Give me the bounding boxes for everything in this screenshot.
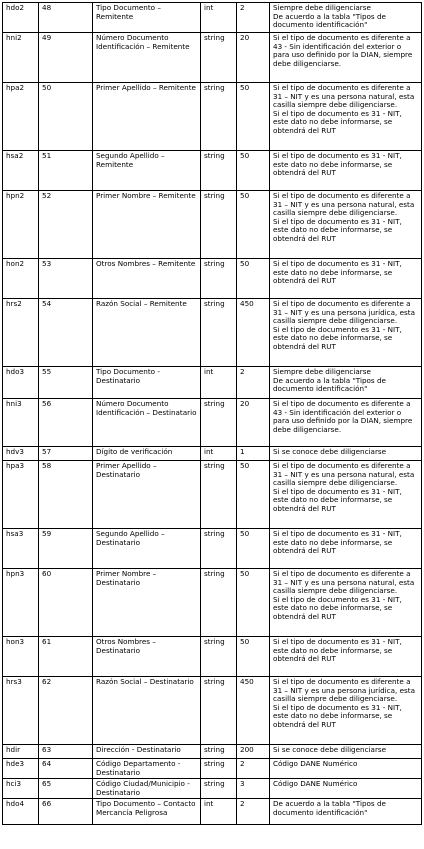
field-code-cell: hci3 bbox=[3, 779, 39, 799]
field-number-cell: 59 bbox=[39, 529, 93, 569]
field-code-cell: hpn3 bbox=[3, 569, 39, 637]
table-row bbox=[3, 745, 422, 759]
field-description-cell: Si el tipo de documento es 31 - NIT, este dato no debe informarse, se obtendrá del RUT bbox=[270, 259, 422, 299]
field-type-cell: string bbox=[201, 745, 237, 759]
field-number-cell: 52 bbox=[39, 191, 93, 259]
field-number-cell: 63 bbox=[39, 745, 93, 759]
field-number-cell: 56 bbox=[39, 399, 93, 447]
field-length-cell: 3 bbox=[237, 779, 270, 799]
field-length-cell: 50 bbox=[237, 259, 270, 299]
field-number-cell: 65 bbox=[39, 779, 93, 799]
field-length-cell: 50 bbox=[237, 529, 270, 569]
field-type-cell: string bbox=[201, 779, 237, 799]
table-row bbox=[3, 399, 422, 447]
field-length-cell: 50 bbox=[237, 461, 270, 529]
table-row bbox=[3, 677, 422, 745]
field-type-cell: int bbox=[201, 3, 237, 33]
field-type-cell: int bbox=[201, 799, 237, 825]
field-name-cell: Código Departamento - Destinatario bbox=[93, 759, 201, 779]
field-description-cell: Si el tipo de documento es 31 - NIT, este dato no debe informarse, se obtendrá del RUT bbox=[270, 637, 422, 677]
field-description-cell: Si el tipo de documento es diferente a 43 - Sin identificación del exterior o para uso definido por la DIAN, siempre debe diligenciarse. bbox=[270, 399, 422, 447]
field-code-cell: hrs3 bbox=[3, 677, 39, 745]
field-name-cell: Número Documento Identificación – Destinatario bbox=[93, 399, 201, 447]
field-number-cell: 62 bbox=[39, 677, 93, 745]
field-type-cell: string bbox=[201, 399, 237, 447]
field-name-cell: Primer Apellido – Remitente bbox=[93, 83, 201, 151]
field-length-cell: 20 bbox=[237, 33, 270, 83]
field-code-cell: hsa3 bbox=[3, 529, 39, 569]
field-description-cell: Código DANE Numérico bbox=[270, 759, 422, 779]
field-name-cell: Tipo Documento – Remitente bbox=[93, 3, 201, 33]
field-type-cell: int bbox=[201, 367, 237, 399]
field-number-cell: 49 bbox=[39, 33, 93, 83]
field-code-cell: hdir bbox=[3, 745, 39, 759]
field-type-cell: string bbox=[201, 759, 237, 779]
field-name-cell: Razón Social – Destinatario bbox=[93, 677, 201, 745]
field-length-cell: 2 bbox=[237, 3, 270, 33]
field-length-cell: 450 bbox=[237, 677, 270, 745]
field-number-cell: 53 bbox=[39, 259, 93, 299]
field-description-cell: Siempre debe diligenciarse De acuerdo a la tabla "Tipos de documento identificación" bbox=[270, 3, 422, 33]
field-code-cell: hpa2 bbox=[3, 83, 39, 151]
field-description-cell: Si el tipo de documento es 31 - NIT, este dato no debe informarse, se obtendrá del RUT bbox=[270, 529, 422, 569]
field-name-cell: Primer Nombre – Remitente bbox=[93, 191, 201, 259]
field-code-cell: hon2 bbox=[3, 259, 39, 299]
field-code-cell: hdo3 bbox=[3, 367, 39, 399]
table-row bbox=[3, 569, 422, 637]
field-length-cell: 1 bbox=[237, 447, 270, 461]
field-description-cell: Si se conoce debe diligenciarse bbox=[270, 447, 422, 461]
field-number-cell: 55 bbox=[39, 367, 93, 399]
table-row bbox=[3, 299, 422, 367]
table-row bbox=[3, 259, 422, 299]
field-name-cell: Número Documento Identificación – Remitente bbox=[93, 33, 201, 83]
field-length-cell: 2 bbox=[237, 367, 270, 399]
field-length-cell: 200 bbox=[237, 745, 270, 759]
field-name-cell: Otros Nombres – Remitente bbox=[93, 259, 201, 299]
field-type-cell: string bbox=[201, 529, 237, 569]
field-code-cell: hdo4 bbox=[3, 799, 39, 825]
field-number-cell: 58 bbox=[39, 461, 93, 529]
field-type-cell: string bbox=[201, 33, 237, 83]
field-type-cell: string bbox=[201, 191, 237, 259]
field-name-cell: Segundo Apellido – Remitente bbox=[93, 151, 201, 191]
field-code-cell: hrs2 bbox=[3, 299, 39, 367]
field-length-cell: 50 bbox=[237, 637, 270, 677]
field-length-cell: 50 bbox=[237, 151, 270, 191]
field-number-cell: 54 bbox=[39, 299, 93, 367]
field-code-cell: hdv3 bbox=[3, 447, 39, 461]
field-code-cell: hde3 bbox=[3, 759, 39, 779]
field-number-cell: 60 bbox=[39, 569, 93, 637]
field-spec-table bbox=[2, 2, 422, 825]
field-type-cell: string bbox=[201, 677, 237, 745]
field-type-cell: string bbox=[201, 461, 237, 529]
field-type-cell: string bbox=[201, 569, 237, 637]
field-number-cell: 51 bbox=[39, 151, 93, 191]
field-number-cell: 61 bbox=[39, 637, 93, 677]
field-description-cell: De acuerdo a la tabla "Tipos de documento identificación" bbox=[270, 799, 422, 825]
field-type-cell: string bbox=[201, 637, 237, 677]
field-name-cell: Tipo Documento - Destinatario bbox=[93, 367, 201, 399]
table-row bbox=[3, 759, 422, 779]
field-name-cell: Otros Nombres – Destinatario bbox=[93, 637, 201, 677]
field-description-cell: Si el tipo de documento es diferente a 31 – NIT y es una persona jurídica, esta casilla siempre debe diligenciarse. Si el tipo de documento es 31 - NIT, este dato no debe informarse, se obtendrá del RUT bbox=[270, 677, 422, 745]
field-description-cell: Si se conoce debe diligenciarse bbox=[270, 745, 422, 759]
field-name-cell: Primer Apellido – Destinatario bbox=[93, 461, 201, 529]
field-description-cell: Si el tipo de documento es diferente a 31 – NIT y es una persona natural, esta casilla siempre debe diligenciarse. Si el tipo de documento es 31 - NIT, este dato no debe informarse, se obtendrá del RUT bbox=[270, 83, 422, 151]
field-description-cell: Si el tipo de documento es diferente a 43 - Sin identificación del exterior o para uso definido por la DIAN, siempre debe diligenciarse. bbox=[270, 33, 422, 83]
field-number-cell: 64 bbox=[39, 759, 93, 779]
field-length-cell: 50 bbox=[237, 569, 270, 637]
table-row bbox=[3, 529, 422, 569]
field-name-cell: Código Ciudad/Municipio - Destinatario bbox=[93, 779, 201, 799]
field-name-cell: Dirección - Destinatario bbox=[93, 745, 201, 759]
table-row bbox=[3, 3, 422, 33]
field-length-cell: 20 bbox=[237, 399, 270, 447]
field-name-cell: Segundo Apellido – Destinatario bbox=[93, 529, 201, 569]
table-row bbox=[3, 33, 422, 83]
table-row bbox=[3, 367, 422, 399]
field-description-cell: Si el tipo de documento es diferente a 31 – NIT y es una persona jurídica, esta casilla siempre debe diligenciarse. Si el tipo de documento es 31 - NIT, este dato no debe informarse, se obtendrá del RUT bbox=[270, 299, 422, 367]
field-code-cell: hpn2 bbox=[3, 191, 39, 259]
field-name-cell: Primer Nombre – Destinatario bbox=[93, 569, 201, 637]
field-code-cell: hni3 bbox=[3, 399, 39, 447]
table-row bbox=[3, 83, 422, 151]
field-description-cell: Si el tipo de documento es diferente a 31 – NIT y es una persona natural, esta casilla siempre debe diligenciarse. Si el tipo de documento es 31 - NIT, este dato no debe informarse, se obtendrá del RUT bbox=[270, 461, 422, 529]
field-code-cell: hni2 bbox=[3, 33, 39, 83]
field-description-cell: Si el tipo de documento es diferente a 31 – NIT y es una persona natural, esta casilla siempre debe diligenciarse. Si el tipo de documento es 31 - NIT, este dato no debe informarse, se obtendrá del RUT bbox=[270, 569, 422, 637]
field-type-cell: string bbox=[201, 299, 237, 367]
field-name-cell: Tipo Documento – Contacto Mercancía Peligrosa bbox=[93, 799, 201, 825]
field-length-cell: 450 bbox=[237, 299, 270, 367]
field-type-cell: int bbox=[201, 447, 237, 461]
field-code-cell: hdo2 bbox=[3, 3, 39, 33]
field-length-cell: 2 bbox=[237, 799, 270, 825]
field-name-cell: Razón Social – Remitente bbox=[93, 299, 201, 367]
field-code-cell: hon3 bbox=[3, 637, 39, 677]
field-description-cell: Si el tipo de documento es 31 - NIT, este dato no debe informarse, se obtendrá del RUT bbox=[270, 151, 422, 191]
field-length-cell: 50 bbox=[237, 83, 270, 151]
table-row bbox=[3, 151, 422, 191]
field-type-cell: string bbox=[201, 83, 237, 151]
field-number-cell: 66 bbox=[39, 799, 93, 825]
field-description-cell: Siempre debe diligenciarse De acuerdo a la tabla "Tipos de documento identificación" bbox=[270, 367, 422, 399]
table-row bbox=[3, 779, 422, 799]
field-description-cell: Si el tipo de documento es diferente a 31 – NIT y es una persona natural, esta casilla siempre debe diligenciarse. Si el tipo de documento es 31 - NIT, este dato no debe informarse, se obtendrá del RUT bbox=[270, 191, 422, 259]
field-code-cell: hsa2 bbox=[3, 151, 39, 191]
table-row bbox=[3, 637, 422, 677]
table-row bbox=[3, 799, 422, 825]
field-number-cell: 50 bbox=[39, 83, 93, 151]
field-description-cell: Código DANE Numérico bbox=[270, 779, 422, 799]
table-row bbox=[3, 191, 422, 259]
field-code-cell: hpa3 bbox=[3, 461, 39, 529]
field-length-cell: 2 bbox=[237, 759, 270, 779]
field-name-cell: Dígito de verificación bbox=[93, 447, 201, 461]
table-row bbox=[3, 447, 422, 461]
field-number-cell: 48 bbox=[39, 3, 93, 33]
field-length-cell: 50 bbox=[237, 191, 270, 259]
table-row bbox=[3, 461, 422, 529]
field-type-cell: string bbox=[201, 151, 237, 191]
table-body bbox=[3, 3, 422, 825]
field-type-cell: string bbox=[201, 259, 237, 299]
field-number-cell: 57 bbox=[39, 447, 93, 461]
